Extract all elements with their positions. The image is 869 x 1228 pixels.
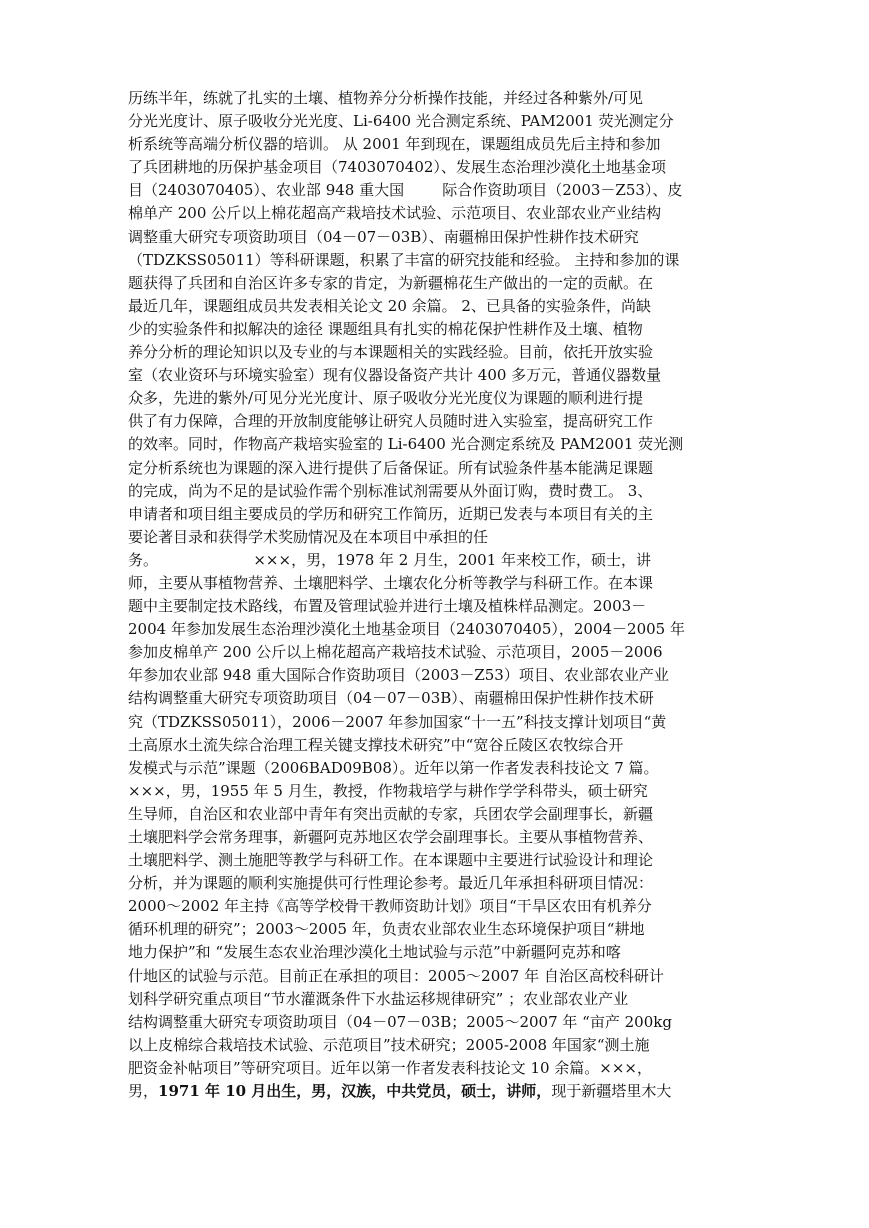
text-line-30: 发模式与示范”课题（2006BAD09B08）。近年以第一作者发表科技论文 7 篇。 (128, 758, 659, 777)
text-line-38: 地力保护”和 “发展生态农业治理沙漠化土地试验与示范”中新疆阿克苏和喀 (128, 943, 621, 962)
body-text (128, 87, 740, 1103)
text-line-5: 目（2403070405）、农业部 948 重大国 际合作资助项目（2003－Z53）、皮 (128, 181, 683, 200)
text-line-16: 的效率。同时，作物高产栽培实验室的 Li-6400 光合测定系统及 PAM2001 荧光测 (128, 435, 684, 454)
text-line-6: 棉单产 200 公斤以上棉花超高产栽培技术试验、示范项目、农业部农业产业结构 (128, 204, 662, 223)
text-line-28: 究（TDZKSS05011），2006－2007 年参加国家“十一五”科技支撑计划项目“黄 (128, 712, 667, 731)
text-line-12: 养分分析的理论知识以及专业的与本课题相关的实践经验。目前，依托开放实验 (128, 343, 654, 362)
text-line-23: 题中主要制定技术路线，布置及管理试验并进行土壤及植株样品测定。2003－ (128, 597, 647, 616)
last-line-suffix: 现于新疆塔里木大 (551, 1082, 672, 1101)
text-line-34: 土壤肥料学、测土施肥等教学与科研工作。在本课题中主要进行试验设计和理论 (128, 851, 654, 870)
text-line-22: 师，主要从事植物营养、土壤肥料学、土壤农化分析等教学与科研工作。在本课 (128, 573, 654, 592)
text-line-25: 参加皮棉单产 200 公斤以上棉花超高产栽培技术试验、示范项目，2005－2006 (128, 643, 663, 662)
text-line-2: 分光光度计、原子吸收分光光度、Li-6400 光合测定系统、PAM2001 荧光测定分 (128, 112, 674, 131)
text-line-37: 循环机理的研究”；2003～2005 年，负责农业部农业生态环境保护项目“耕地 (128, 920, 645, 939)
text-line-18: 的完成，尚为不足的是试验作需个别标准试剂需要从外面订购，费时费工。 3、 (128, 481, 653, 500)
text-line-39: 什地区的试验与示范。目前正在承担的项目：2005～2007 年 自治区高校科研计 (128, 966, 664, 985)
text-line-42: 以上皮棉综合栽培技术试验、示范项目”技术研究；2005-2008 年国家“测土施 (128, 1035, 650, 1054)
text-line-35: 分析，并为课题的顺利实施提供可行性理论参考。最近几年承担科研项目情况： (128, 874, 654, 893)
text-line-20: 要论著目录和获得学术奖励情况及在本项目中承担的任 (128, 527, 489, 546)
text-line-21: 务。 ×××，男，1978 年 2 月生，2001 年来校工作，硕士，讲 (128, 550, 652, 569)
text-line-17: 定分析系统也为课题的深入进行提供了后备保证。所有试验条件基本能满足课题 (128, 458, 654, 477)
text-line-11: 少的实验条件和拟解决的途径 课题组具有扎实的棉花保护性耕作及土壤、植物 (128, 319, 643, 338)
last-line-prefix: 男， (128, 1082, 159, 1101)
text-line-24: 2004 年参加发展生态治理沙漠化土地基金项目（2403070405），2004－2005 年 (128, 620, 685, 639)
text-line-10: 最近几年，课题组成员共发表相关论文 20 余篇。 2、已具备的实验条件，尚缺 (128, 296, 651, 315)
text-line-15: 供了有力保障，合理的开放制度能够让研究人员随时进入实验室，提高研究工作 (128, 412, 654, 431)
text-line-4: 了兵团耕地的历保护基金项目（7403070402）、发展生态治理沙漠化土地基金项 (128, 158, 666, 177)
text-line-7: 调整重大研究专项资助项目（04－07－03B）、南疆棉田保护性耕作技术研究 (128, 227, 639, 246)
text-line-36: 2000～2002 年主持《高等学校骨干教师资助计划》项目“干旱区农田有机养分 (128, 897, 652, 916)
text-line-32: 生导师，自治区和农业部中青年有突出贡献的专家，兵团农学会副理事长，新疆 (128, 804, 654, 823)
text-line-31: ×××，男，1955 年 5 月生，教授，作物栽培学与耕作学学科带头，硕士研究 (128, 781, 648, 800)
text-line-26: 年参加农业部 948 重大国际合作资助项目（2003－Z53）项目、农业部农业产业 (128, 666, 669, 685)
text-line-3: 析系统等高端分析仪器的培训。 从 2001 年到现在，课题组成员先后主持和参加 (128, 135, 661, 154)
text-line-14: 众多，先进的紫外/可见分光光度计、原子吸收分光光度仪为课题的顺利进行提 (128, 389, 644, 408)
text-line-27: 结构调整重大研究专项资助项目（04－07－03B）、南疆棉田保护性耕作技术研 (128, 689, 654, 708)
text-line-33: 土壤肥料学会常务理事，新疆阿克苏地区农学会副理事长。主要从事植物营养、 (128, 828, 654, 846)
text-line-13: 室（农业资环与环境实验室）现有仪器设备资产共计 400 多万元，普通仪器数量 (128, 366, 662, 385)
text-line-19: 申请者和项目组主要成员的学历和研究工作简历，近期已发表与本项目有关的主 (128, 504, 654, 523)
text-line-43: 肥资金补帖项目”等研究项目。近年以第一作者发表科技论文 10 余篇。×××， (128, 1058, 652, 1077)
text-line-9: 题获得了兵团和自治区许多专家的肯定，为新疆棉花生产做出的一定的贡献。在 (128, 273, 654, 292)
text-line-8: （TDZKSS05011）等科研课题，积累了丰富的研究技能和经验。 主持和参加的课 (128, 250, 680, 269)
text-line-1: 历练半年，练就了扎实的土壤、植物养分分析操作技能，并经过各种紫外/可见 (128, 89, 644, 107)
last-line-bold: 1971 年 10 月出生，男，汉族，中共党员，硕士，讲师， (158, 1082, 552, 1101)
text-line-40: 划科学研究重点项目“节水灌溉条件下水盐运移规律研究” ；农业部农业产业 (128, 989, 629, 1008)
text-line-41: 结构调整重大研究专项资助项目（04－07－03B；2005～2007 年 “亩产 200kg (128, 1012, 672, 1031)
text-line-last (128, 1080, 740, 1103)
text-line-29: 土高原水土流失综合治理工程关键支撑技术研究”中“宽谷丘陵区农牧综合开 (128, 735, 624, 754)
